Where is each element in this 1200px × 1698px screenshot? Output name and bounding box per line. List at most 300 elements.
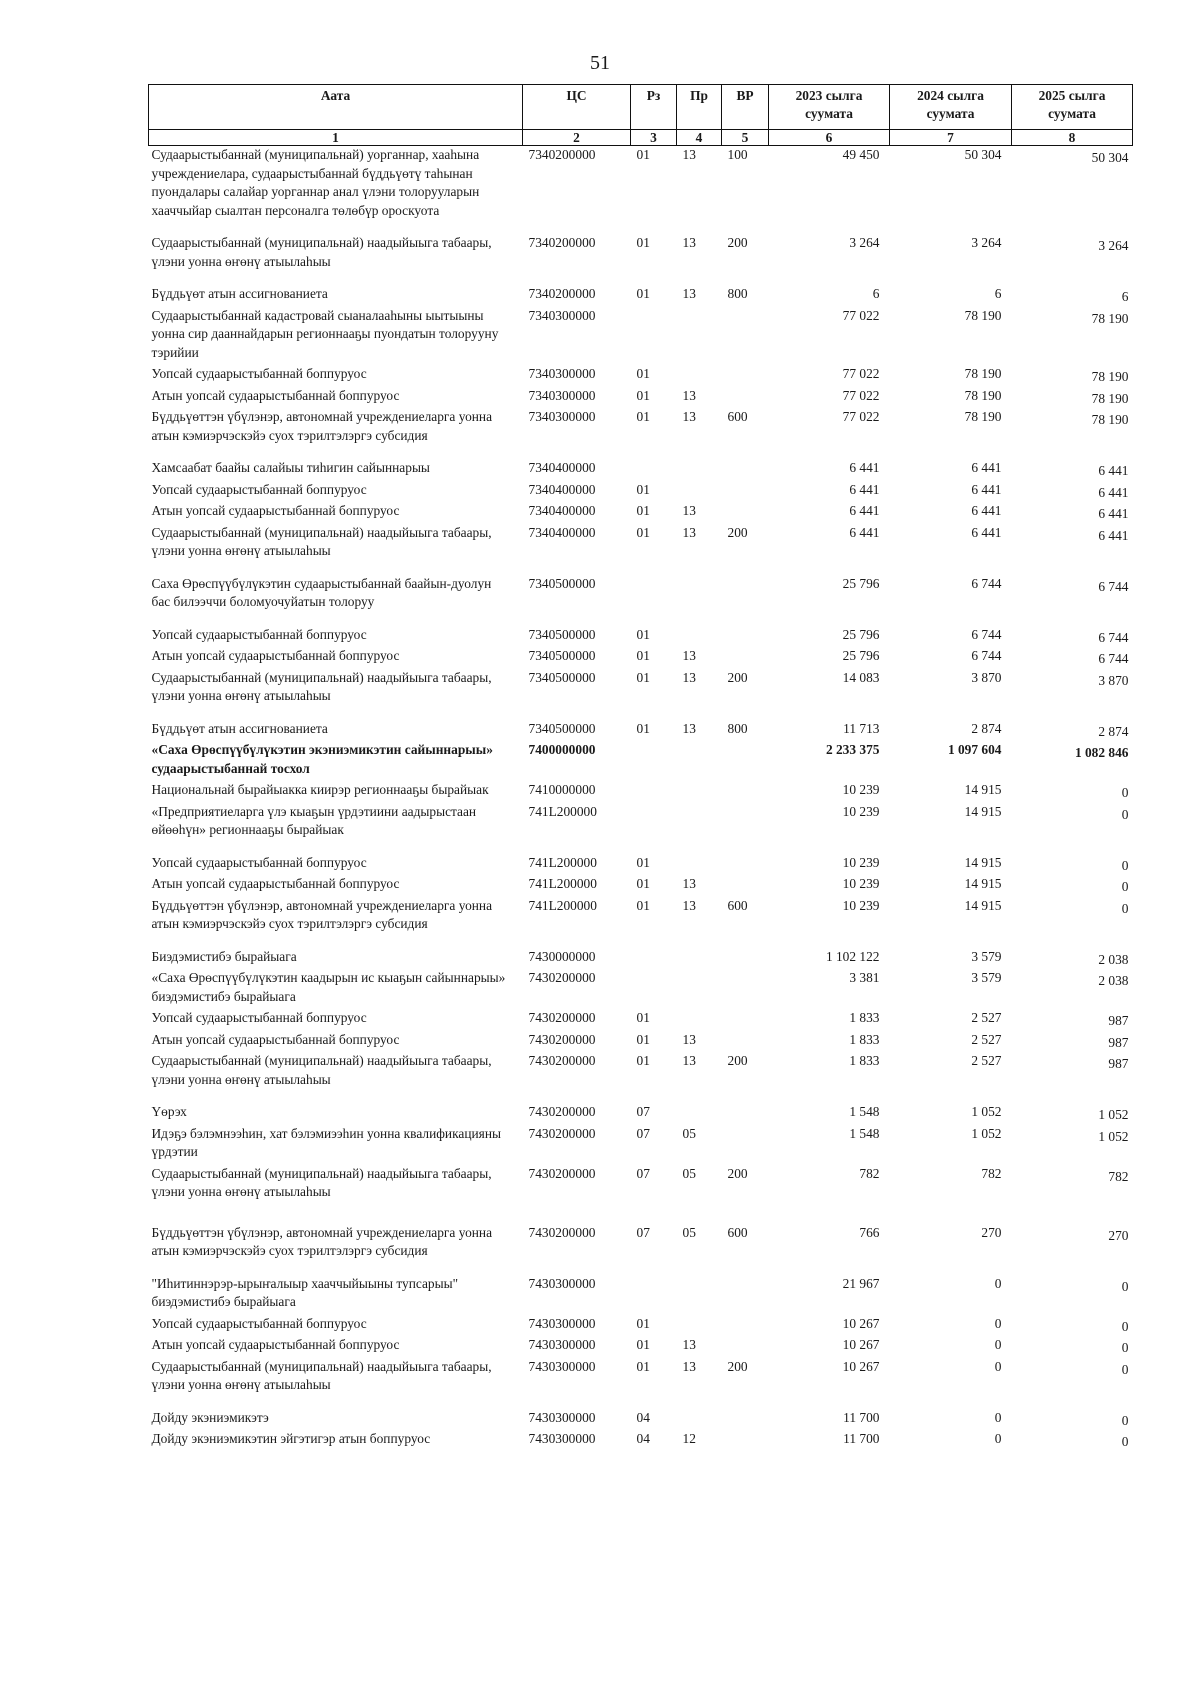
row-pr-code: 05	[682, 1224, 696, 1240]
row-amount-2023: 6 441	[849, 503, 880, 518]
row-vr-code	[722, 1430, 769, 1452]
row-vr-code	[722, 481, 769, 503]
header-vr: ВР	[722, 85, 769, 130]
row-pr-code: 13	[682, 648, 696, 663]
row-amount-2023: 25 796	[842, 626, 880, 642]
row-amount-2025	[1012, 1125, 1133, 1165]
row-rz-code: 01	[636, 147, 650, 162]
row-amount-2025	[1012, 1103, 1133, 1125]
row-amount-2024: 14 915	[964, 782, 1002, 797]
row-vr-code	[722, 1315, 769, 1337]
row-amount-2025-value: 3 870	[1098, 672, 1129, 688]
table-row	[149, 669, 1133, 720]
row-amount-2023: 11 700	[843, 1431, 880, 1446]
row-cs-code: 7340500000	[528, 648, 596, 663]
row-amount-2024: 6 744	[971, 648, 1002, 663]
row-pr-code	[677, 948, 722, 970]
row-amount-2025-value: 6 441	[1098, 527, 1129, 543]
row-vr-code	[722, 575, 769, 626]
row-amount-2023: 766	[859, 1224, 880, 1240]
row-pr-code: 13	[682, 147, 696, 162]
row-amount-2023: 1 833	[849, 1053, 880, 1068]
row-amount-2025	[1012, 1409, 1133, 1431]
row-rz-code	[631, 307, 677, 366]
table-row	[149, 575, 1133, 626]
row-rz-code	[631, 575, 677, 626]
row-cs-code: 7340500000	[528, 720, 596, 736]
row-amount-2024: 3 264	[971, 235, 1002, 250]
table-row	[149, 524, 1133, 575]
row-name: Судаарыстыбаннай (муниципальнай) наадыйыыга табаары, үлэни уонна өҥөнү атыылаһыы	[151, 235, 492, 269]
row-amount-2023: 77 022	[842, 366, 880, 381]
row-pr-code: 13	[682, 720, 696, 736]
row-amount-2025	[1012, 1336, 1133, 1358]
row-amount-2023: 10 267	[842, 1337, 880, 1352]
row-rz-code: 04	[636, 1431, 650, 1446]
row-cs-code: 7340500000	[528, 626, 596, 642]
row-vr-code: 600	[727, 897, 748, 913]
column-number: 3	[631, 130, 677, 146]
row-vr-code	[722, 387, 769, 409]
row-amount-2023: 21 967	[842, 1275, 880, 1291]
row-amount-2025-value: 0	[1121, 1340, 1129, 1355]
row-rz-code: 01	[636, 669, 650, 685]
row-amount-2024: 2 874	[971, 720, 1002, 736]
row-amount-2024: 14 915	[964, 876, 1002, 891]
row-amount-2023: 10 239	[842, 803, 880, 819]
row-cs-code: 7340200000	[528, 286, 596, 301]
row-name: Уопсай судаарыстыбаннай боппуруос	[151, 626, 367, 642]
row-amount-2025-value: 6 744	[1098, 651, 1129, 666]
row-amount-2024: 0	[994, 1358, 1002, 1374]
table-row	[149, 1224, 1133, 1275]
row-amount-2024: 6 744	[971, 575, 1002, 591]
row-cs-code: 7340500000	[528, 575, 596, 591]
row-pr-code	[677, 803, 722, 854]
row-pr-code	[677, 307, 722, 366]
table-row	[149, 408, 1133, 459]
row-amount-2025-value: 2 038	[1098, 951, 1129, 967]
row-pr-code	[677, 626, 722, 648]
row-cs-code: 7430200000	[528, 1053, 596, 1068]
row-name: Уопсай судаарыстыбаннай боппуруос	[151, 1315, 367, 1331]
row-name: Бүддьүөттэн үбүлэнэр, автономнай учреждениеларга уонна атын кэмиэрчэскэйэ суох тэрилтэлэргэ субсидия	[151, 897, 493, 931]
row-vr-code: 600	[727, 409, 748, 424]
row-rz-code: 01	[636, 387, 650, 403]
row-cs-code: 7340300000	[528, 387, 596, 403]
row-vr-code	[722, 1125, 769, 1165]
row-name: «Саха Өрөспүүбүлүкэтин каадырын ис кыаҕын сайыннарыы» биэдэмистибэ бырайыага	[151, 970, 506, 1004]
table-row	[149, 307, 1133, 366]
row-pr-code: 13	[682, 669, 696, 685]
row-amount-2024: 78 190	[964, 366, 1002, 381]
table-row	[149, 626, 1133, 648]
row-amount-2025-value: 3 264	[1098, 238, 1129, 253]
row-amount-2024: 50 304	[964, 147, 1002, 162]
row-cs-code: 7340500000	[528, 669, 596, 685]
row-amount-2023: 782	[859, 1165, 880, 1181]
row-vr-code: 100	[727, 147, 748, 162]
row-amount-2025	[1012, 1224, 1133, 1275]
row-amount-2025-value: 6 441	[1098, 506, 1129, 521]
row-vr-code	[722, 502, 769, 524]
row-name: Үөрэх	[151, 1104, 187, 1119]
row-name: Атын уопсай судаарыстыбаннай боппуруос	[151, 1031, 400, 1047]
row-name: «Саха Өрөспүүбүлүкэтин экэниэмикэтин сайыннарыы» судаарыстыбаннай тосхол	[151, 742, 493, 776]
row-amount-2025-value: 0	[1121, 857, 1129, 873]
row-amount-2024: 78 190	[964, 409, 1002, 424]
table-row	[149, 1336, 1133, 1358]
table-row	[149, 1103, 1133, 1125]
row-amount-2023: 3 381	[849, 970, 880, 985]
table-row	[149, 1009, 1133, 1031]
row-amount-2024: 14 915	[964, 897, 1002, 913]
row-amount-2023: 1 833	[849, 1031, 880, 1047]
row-name: Саха Өрөспүүбүлүкэтин судаарыстыбаннай баайын-дуолун бас билээччи боломуочуйатын толоруу	[151, 575, 492, 609]
row-name: Судаарыстыбаннай кадастровай сыаналааһыны ыытыыны уонна сир дааннайдарын регионнааҕы пуондатын толорууну тэрийии	[151, 307, 499, 360]
row-amount-2025-value: 987	[1108, 1034, 1129, 1050]
row-rz-code: 01	[636, 1337, 650, 1352]
table-row	[149, 285, 1133, 307]
row-amount-2024: 6 441	[971, 503, 1002, 518]
row-amount-2025	[1012, 146, 1133, 235]
row-name: Биэдэмистибэ бырайыага	[151, 948, 297, 964]
row-rz-code: 07	[636, 1224, 650, 1240]
row-pr-code: 05	[682, 1165, 696, 1181]
row-amount-2024: 270	[981, 1224, 1002, 1240]
row-amount-2025	[1012, 1031, 1133, 1053]
row-rz-code: 01	[636, 1315, 650, 1331]
row-cs-code: 7430200000	[528, 1224, 596, 1240]
table-row	[149, 647, 1133, 669]
row-amount-2025	[1012, 307, 1133, 366]
row-pr-code	[677, 575, 722, 626]
row-amount-2023: 6 441	[849, 524, 880, 540]
row-vr-code	[722, 969, 769, 1009]
row-cs-code: 7430200000	[528, 1010, 596, 1025]
row-amount-2024: 2 527	[971, 1010, 1002, 1025]
row-amount-2023: 49 450	[842, 147, 880, 162]
row-amount-2023: 6 441	[849, 481, 880, 497]
table-row	[149, 1315, 1133, 1337]
row-cs-code: 7430300000	[528, 1358, 596, 1374]
row-rz-code: 01	[636, 1358, 650, 1374]
row-name: Бүддьүөттэн үбүлэнэр, автономнай учреждениеларга уонна атын кэмиэрчэскэйэ суох тэрилтэлэргэ субсидия	[151, 409, 493, 443]
row-name: Уопсай судаарыстыбаннай боппуруос	[151, 854, 367, 870]
table-row	[149, 1275, 1133, 1315]
table-row	[149, 720, 1133, 742]
page-number: 51	[590, 52, 610, 74]
row-amount-2025-value: 1 082 846	[1074, 745, 1129, 760]
table-row	[149, 1052, 1133, 1103]
row-name: "Иһитиннэрэр-ырыҥалыыр хааччыйыыны тупсарыы" биэдэмистибэ бырайыага	[151, 1275, 459, 1309]
row-rz-code: 01	[636, 409, 650, 424]
row-amount-2025-value: 2 038	[1098, 973, 1129, 988]
row-amount-2025-value: 78 190	[1091, 390, 1129, 406]
row-amount-2025-value: 0	[1121, 879, 1129, 894]
table-row	[149, 146, 1133, 235]
row-name: Хамсаабат баайы салайыы тиһигин сайыннарыы	[151, 460, 430, 475]
row-rz-code: 01	[636, 235, 650, 250]
row-amount-2024: 6 744	[971, 626, 1002, 642]
row-amount-2023: 10 267	[842, 1315, 880, 1331]
table-row	[149, 741, 1133, 781]
row-amount-2024: 0	[994, 1337, 1002, 1352]
row-cs-code: 7430200000	[528, 1125, 596, 1141]
table-row	[149, 875, 1133, 897]
table-row	[149, 459, 1133, 481]
row-amount-2025	[1012, 1315, 1133, 1337]
row-rz-code: 01	[636, 626, 650, 642]
row-pr-code: 13	[682, 1031, 696, 1047]
row-pr-code	[677, 781, 722, 803]
row-pr-code	[677, 1103, 722, 1125]
row-cs-code: 7430200000	[528, 1031, 596, 1047]
row-amount-2023: 10 239	[842, 854, 880, 870]
budget-table	[148, 84, 1133, 1452]
row-amount-2025	[1012, 875, 1133, 897]
row-amount-2025	[1012, 387, 1133, 409]
row-name: Атын уопсай судаарыстыбаннай боппуруос	[151, 1337, 400, 1352]
row-name: Судаарыстыбаннай (муниципальнай) наадыйыыга табаары, үлэни уонна өҥөнү атыылаһыы	[151, 669, 492, 703]
row-amount-2025-value: 987	[1108, 1056, 1129, 1071]
row-amount-2025	[1012, 502, 1133, 524]
row-amount-2025	[1012, 524, 1133, 575]
row-amount-2023: 11 713	[843, 720, 880, 736]
row-pr-code	[677, 1315, 722, 1337]
row-amount-2024: 6	[994, 286, 1002, 301]
row-vr-code	[722, 647, 769, 669]
row-pr-code: 13	[682, 1358, 696, 1374]
table-row	[149, 365, 1133, 387]
row-vr-code	[722, 854, 769, 876]
table-row	[149, 234, 1133, 285]
row-amount-2025-value: 78 190	[1091, 369, 1129, 384]
row-cs-code: 7340400000	[528, 524, 596, 540]
table-row	[149, 969, 1133, 1009]
row-amount-2025-value: 0	[1121, 785, 1129, 800]
row-amount-2025	[1012, 1165, 1133, 1224]
row-cs-code: 7430300000	[528, 1431, 596, 1446]
row-cs-code: 741L200000	[528, 803, 597, 819]
row-amount-2025	[1012, 1358, 1133, 1409]
row-vr-code	[722, 1275, 769, 1315]
row-pr-code	[677, 969, 722, 1009]
row-amount-2025	[1012, 854, 1133, 876]
row-amount-2023: 10 239	[842, 897, 880, 913]
table-row	[149, 502, 1133, 524]
header-name: Аата	[149, 85, 523, 130]
row-amount-2023: 1 548	[849, 1104, 880, 1119]
row-cs-code: 7430200000	[528, 1165, 596, 1181]
row-amount-2025-value: 0	[1121, 1318, 1129, 1334]
row-pr-code	[677, 365, 722, 387]
row-vr-code	[722, 1031, 769, 1053]
row-amount-2025	[1012, 669, 1133, 720]
row-pr-code	[677, 1409, 722, 1431]
row-amount-2025-value: 1 052	[1098, 1107, 1129, 1122]
row-name: Бүддьүөт атын ассигнованиета	[151, 720, 328, 736]
row-name: Судаарыстыбаннай (муниципальнай) наадыйыыга табаары, үлэни уонна өҥөнү атыылаһыы	[151, 524, 492, 558]
table-row	[149, 854, 1133, 876]
row-amount-2025	[1012, 481, 1133, 503]
row-cs-code: 7430000000	[528, 948, 596, 964]
row-amount-2025-value: 0	[1121, 1278, 1129, 1294]
row-amount-2023: 10 267	[842, 1358, 880, 1374]
row-name: Национальнай бырайыакка киирэр регионнааҕы бырайыак	[151, 782, 489, 797]
row-vr-code: 200	[727, 1358, 748, 1374]
row-amount-2025	[1012, 720, 1133, 742]
row-name: Атын уопсай судаарыстыбаннай боппуруос	[151, 648, 400, 663]
row-amount-2024: 3 579	[971, 970, 1002, 985]
row-rz-code: 07	[636, 1165, 650, 1181]
row-name: Атын уопсай судаарыстыбаннай боппуруос	[151, 503, 400, 518]
row-pr-code: 13	[682, 503, 696, 518]
row-cs-code: 7430300000	[528, 1409, 596, 1425]
row-vr-code: 600	[727, 1224, 748, 1240]
row-pr-code: 12	[682, 1431, 696, 1446]
row-amount-2024: 0	[994, 1315, 1002, 1331]
header-2024: 2024 сылга суумата	[890, 85, 1012, 130]
row-amount-2024: 2 527	[971, 1031, 1002, 1047]
row-vr-code	[722, 948, 769, 970]
row-pr-code	[677, 854, 722, 876]
row-rz-code: 01	[636, 648, 650, 663]
row-amount-2024: 782	[981, 1165, 1002, 1181]
row-amount-2024: 1 097 604	[947, 742, 1002, 757]
row-amount-2024: 1 052	[971, 1125, 1002, 1141]
table-row	[149, 387, 1133, 409]
row-amount-2024: 78 190	[964, 387, 1002, 403]
table-row	[149, 948, 1133, 970]
row-amount-2025	[1012, 1009, 1133, 1031]
row-amount-2025-value: 987	[1108, 1013, 1129, 1028]
row-name: Судаарыстыбаннай (муниципальнай) наадыйыыга табаары, үлэни уонна өҥөнү атыылаһыы	[151, 1165, 492, 1199]
row-pr-code	[677, 459, 722, 481]
row-cs-code: 7430200000	[528, 970, 596, 985]
row-rz-code	[631, 969, 677, 1009]
header-cs: ЦС	[523, 85, 631, 130]
table-row	[149, 1358, 1133, 1409]
row-rz-code	[631, 741, 677, 781]
column-number-row	[149, 130, 1133, 146]
row-rz-code: 01	[636, 481, 650, 497]
column-number: 5	[722, 130, 769, 146]
row-vr-code	[722, 459, 769, 481]
row-rz-code	[631, 803, 677, 854]
row-amount-2023: 25 796	[842, 648, 880, 663]
row-amount-2024: 2 527	[971, 1053, 1002, 1068]
row-amount-2025-value: 0	[1121, 900, 1129, 916]
row-vr-code: 200	[727, 1053, 748, 1068]
column-number: 8	[1012, 130, 1133, 146]
row-amount-2025-value: 6 744	[1098, 578, 1129, 594]
row-vr-code	[722, 803, 769, 854]
row-amount-2023: 10 239	[842, 876, 880, 891]
row-amount-2025	[1012, 626, 1133, 648]
row-cs-code: 7340400000	[528, 460, 596, 475]
row-vr-code: 200	[727, 1165, 748, 1181]
row-name: Бүддьүөттэн үбүлэнэр, автономнай учреждениеларга уонна атын кэмиэрчэскэйэ суох тэрилтэлэргэ субсидия	[151, 1224, 493, 1258]
table-row	[149, 481, 1133, 503]
row-name: Судаарыстыбаннай (муниципальнай) уорганнар, хааһына учреждениелара, судаарыстыбаннай бүддьүөтү таһынан пуондалары салайар уорганнар анал үлэни толорууларын хааччыйар сыалтан персоналга төлөбүр ороскуота	[151, 147, 480, 218]
row-amount-2025-value: 6 441	[1098, 484, 1129, 500]
row-pr-code: 13	[682, 286, 696, 301]
table-body	[149, 146, 1133, 1452]
row-rz-code	[631, 948, 677, 970]
row-amount-2025	[1012, 1430, 1133, 1452]
row-amount-2024: 14 915	[964, 803, 1002, 819]
row-name: Уопсай судаарыстыбаннай боппуруос	[151, 481, 367, 497]
row-amount-2024: 6 441	[971, 524, 1002, 540]
row-pr-code: 13	[682, 897, 696, 913]
row-name: Судаарыстыбаннай (муниципальнай) наадыйыыга табаары, үлэни уонна өҥөнү атыылаһыы	[151, 1053, 492, 1087]
row-name: Дойду экэниэмикэтин эйгэтигэр атын боппуруос	[151, 1431, 431, 1446]
row-rz-code: 01	[636, 854, 650, 870]
row-amount-2025-value: 78 190	[1091, 310, 1129, 326]
row-vr-code: 200	[727, 669, 748, 685]
row-amount-2024: 3 579	[971, 948, 1002, 964]
row-amount-2025-value: 6 744	[1098, 629, 1129, 645]
row-amount-2025-value: 78 190	[1091, 412, 1129, 427]
table-row	[149, 897, 1133, 948]
row-amount-2023: 14 083	[842, 669, 880, 685]
row-cs-code: 7340300000	[528, 307, 596, 323]
row-amount-2025	[1012, 459, 1133, 481]
row-pr-code	[677, 741, 722, 781]
row-amount-2025	[1012, 365, 1133, 387]
row-rz-code: 07	[636, 1104, 650, 1119]
row-amount-2023: 2 233 375	[825, 742, 880, 757]
row-pr-code: 05	[682, 1125, 696, 1141]
row-name: Судаарыстыбаннай (муниципальнай) наадыйыыга табаары, үлэни уонна өҥөнү атыылаһыы	[151, 1358, 492, 1392]
row-pr-code	[677, 481, 722, 503]
row-amount-2023: 77 022	[842, 409, 880, 424]
row-amount-2023: 11 700	[843, 1409, 880, 1425]
row-amount-2024: 1 052	[971, 1104, 1002, 1119]
row-amount-2024: 0	[994, 1275, 1002, 1291]
row-amount-2023: 10 239	[842, 782, 880, 797]
table-header-row	[149, 85, 1133, 130]
table-row	[149, 803, 1133, 854]
row-amount-2025	[1012, 575, 1133, 626]
row-rz-code: 01	[636, 286, 650, 301]
row-cs-code: 7430300000	[528, 1337, 596, 1352]
row-name: Уопсай судаарыстыбаннай боппуруос	[151, 366, 367, 381]
row-amount-2025-value: 0	[1121, 1412, 1129, 1428]
row-amount-2025	[1012, 741, 1133, 781]
row-cs-code: 7430200000	[528, 1104, 596, 1119]
row-vr-code	[722, 365, 769, 387]
row-vr-code	[722, 781, 769, 803]
table-row	[149, 1165, 1133, 1224]
row-name: Идэҕэ бэлэмнээһин, хат бэлэмиээһин уонна квалификацияны үрдэтии	[151, 1125, 501, 1159]
header-rz: Рз	[631, 85, 677, 130]
row-cs-code: 7340300000	[528, 409, 596, 424]
row-name: Уопсай судаарыстыбаннай боппуруос	[151, 1010, 367, 1025]
row-rz-code	[631, 1275, 677, 1315]
row-amount-2023: 1 833	[849, 1010, 880, 1025]
table-row	[149, 1125, 1133, 1165]
row-pr-code: 13	[682, 235, 696, 250]
row-amount-2024: 6 441	[971, 460, 1002, 475]
row-cs-code: 7430300000	[528, 1275, 596, 1291]
table-row	[149, 1430, 1133, 1452]
row-vr-code	[722, 307, 769, 366]
row-amount-2024: 78 190	[964, 307, 1002, 323]
header-2023: 2023 сылга суумата	[769, 85, 890, 130]
row-rz-code: 04	[636, 1409, 650, 1425]
